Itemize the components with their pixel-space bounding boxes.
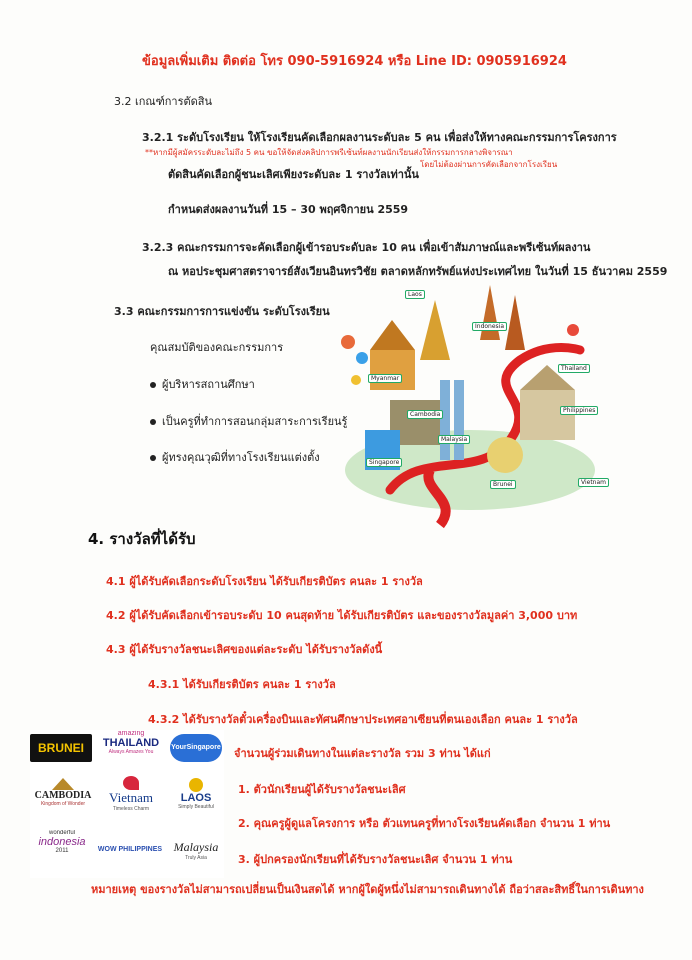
section-4-title: 4. รางวัลที่ได้รับ	[88, 530, 196, 548]
label-singapore: Singapore	[366, 458, 402, 467]
section-3-2-1-line-2: ตัดสินคัดเลือกผู้ชนะเลิศเพียงระดับละ 1 รางวัลเท่านั้น	[168, 168, 419, 181]
thailand-logo: amazing THAILAND Always Amazes You	[102, 730, 160, 755]
award-4-2: 4.2 ผู้ได้รับคัดเลือกเข้ารอบระดับ 10 คนสุดท้าย ได้รับเกียรติบัตร และของรางวัลมูลค่า 3,000 บาท	[106, 609, 578, 622]
qualifications-title: คุณสมบัติของคณะกรรมการ	[150, 341, 284, 354]
label-laos: Laos	[405, 290, 425, 299]
note-line-1: **หากมีผู้สมัครระดับละไม่ถึง 5 คน ขอให้จัดส่งคลิปการพรีเซ้นท์ผลงานนักเรียนส่งให้กรรมการกลางพิจารณา	[145, 148, 513, 157]
label-cambodia: Cambodia	[407, 410, 443, 419]
qualification-item: เป็นครูที่ทำการสอนกลุ่มสาระการเรียนรู้	[150, 412, 347, 430]
cambodia-logo: CAMBODIA Kingdom of Wonder	[30, 778, 96, 818]
label-myanmar: Myanmar	[368, 374, 402, 383]
vietnam-logo: Vietnam Timeless Charm	[98, 776, 164, 820]
label-malaysia: Malaysia	[438, 435, 470, 444]
qualification-item: ผู้ทรงคุณวุฒิที่ทางโรงเรียนแต่งตั้ง	[150, 448, 320, 466]
section-3-2-3-line-2: ณ หอประชุมศาสตราจารย์สังเวียนอินทรวิชัย ตลาดหลักทรัพย์แห่งประเทศไทย ในวันที่ 15 ธันวาคม 2559	[168, 265, 668, 278]
label-thailand: Thailand	[558, 364, 590, 373]
traveller-item: 3. ผู้ปกครองนักเรียนที่ได้รับรางวัลชนะเลิศ จำนวน 1 ท่าน	[238, 853, 513, 866]
traveller-item: 1. ตัวนักเรียนผู้ได้รับรางวัลชนะเลิศ	[238, 783, 406, 796]
brunei-logo: BRUNEI	[30, 734, 92, 762]
qualification-item: ผู้บริหารสถานศึกษา	[150, 375, 255, 393]
label-vietnam: Vietnam	[578, 478, 609, 487]
traveller-item: 2. คุณครูผู้ดูแลโครงการ หรือ ตัวแทนครูที่ทางโรงเรียนคัดเลือก จำนวน 1 ท่าน	[238, 817, 611, 830]
asean-travel-illustration	[330, 280, 607, 530]
section-3-2-title: 3.2 เกณฑ์การตัดสิน	[114, 95, 213, 108]
deadline: กำหนดส่งผลงานวันที่ 15 – 30 พฤศจิกายน 2559	[168, 203, 409, 216]
singapore-logo: YourSingapore	[170, 734, 222, 762]
contact-info: ข้อมูลเพิ่มเติม ติดต่อ โทร 090-5916924 หรือ Line ID: 0905916924	[142, 54, 567, 69]
asean-map-graphic	[330, 280, 600, 530]
award-4-3-2: 4.3.2 ได้รับรางวัลตั๋วเครื่องบินและทัศนศึกษาประเทศอาเซียนที่ตนเองเลือก คนละ 1 รางวัล	[148, 713, 578, 726]
indonesia-logo: wonderful indonesia 2011	[38, 830, 86, 854]
laos-logo: LAOS Simply Beautiful	[170, 778, 222, 818]
note-line-2: โดยไม่ต้องผ่านการคัดเลือกจากโรงเรียน	[420, 160, 558, 169]
award-4-3: 4.3 ผู้ได้รับรางวัลชนะเลิศของแต่ละระดับ ได้รับรางวัลดังนี้	[106, 643, 383, 656]
section-3-2-3: 3.2.3 คณะกรรมการจะคัดเลือกผู้เข้ารอบระดับละ 10 คน เพื่อเข้าสัมภาษณ์และพรีเซ้นท์ผลงาน	[142, 241, 591, 254]
remark: หมายเหตุ ของรางวัลไม่สามารถเปลี่ยนเป็นเงินสดได้ หากผู้ใดผู้หนึ่งไม่สามารถเดินทางได้ ถือว่าสละสิทธิ์ในการเดินทาง	[91, 883, 644, 896]
philippines-logo: WOW PHILIPPINES	[97, 846, 163, 853]
malaysia-logo: Malaysia Truly Asia	[173, 840, 219, 861]
travellers-title: จำนวนผู้ร่วมเดินทางในแต่ละรางวัล รวม 3 ท่าน ได้แก่	[234, 747, 491, 760]
asean-tourism-logos	[30, 730, 224, 878]
label-brunei: Brunei	[490, 480, 516, 489]
award-4-3-1: 4.3.1 ได้รับเกียรติบัตร คนละ 1 รางวัล	[148, 678, 336, 691]
section-3-3-title: 3.3 คณะกรรมการการแข่งขัน ระดับโรงเรียน	[114, 305, 330, 318]
label-indonesia: Indonesia	[472, 322, 507, 331]
section-3-2-1: 3.2.1 ระดับโรงเรียน ให้โรงเรียนคัดเลือกผลงานระดับละ 5 คน เพื่อส่งให้ทางคณะกรรมการโครงการ	[142, 131, 617, 144]
label-philippines: Philippines	[560, 406, 598, 415]
award-4-1: 4.1 ผู้ได้รับคัดเลือกระดับโรงเรียน ได้รับเกียรติบัตร คนละ 1 รางวัล	[106, 575, 423, 588]
